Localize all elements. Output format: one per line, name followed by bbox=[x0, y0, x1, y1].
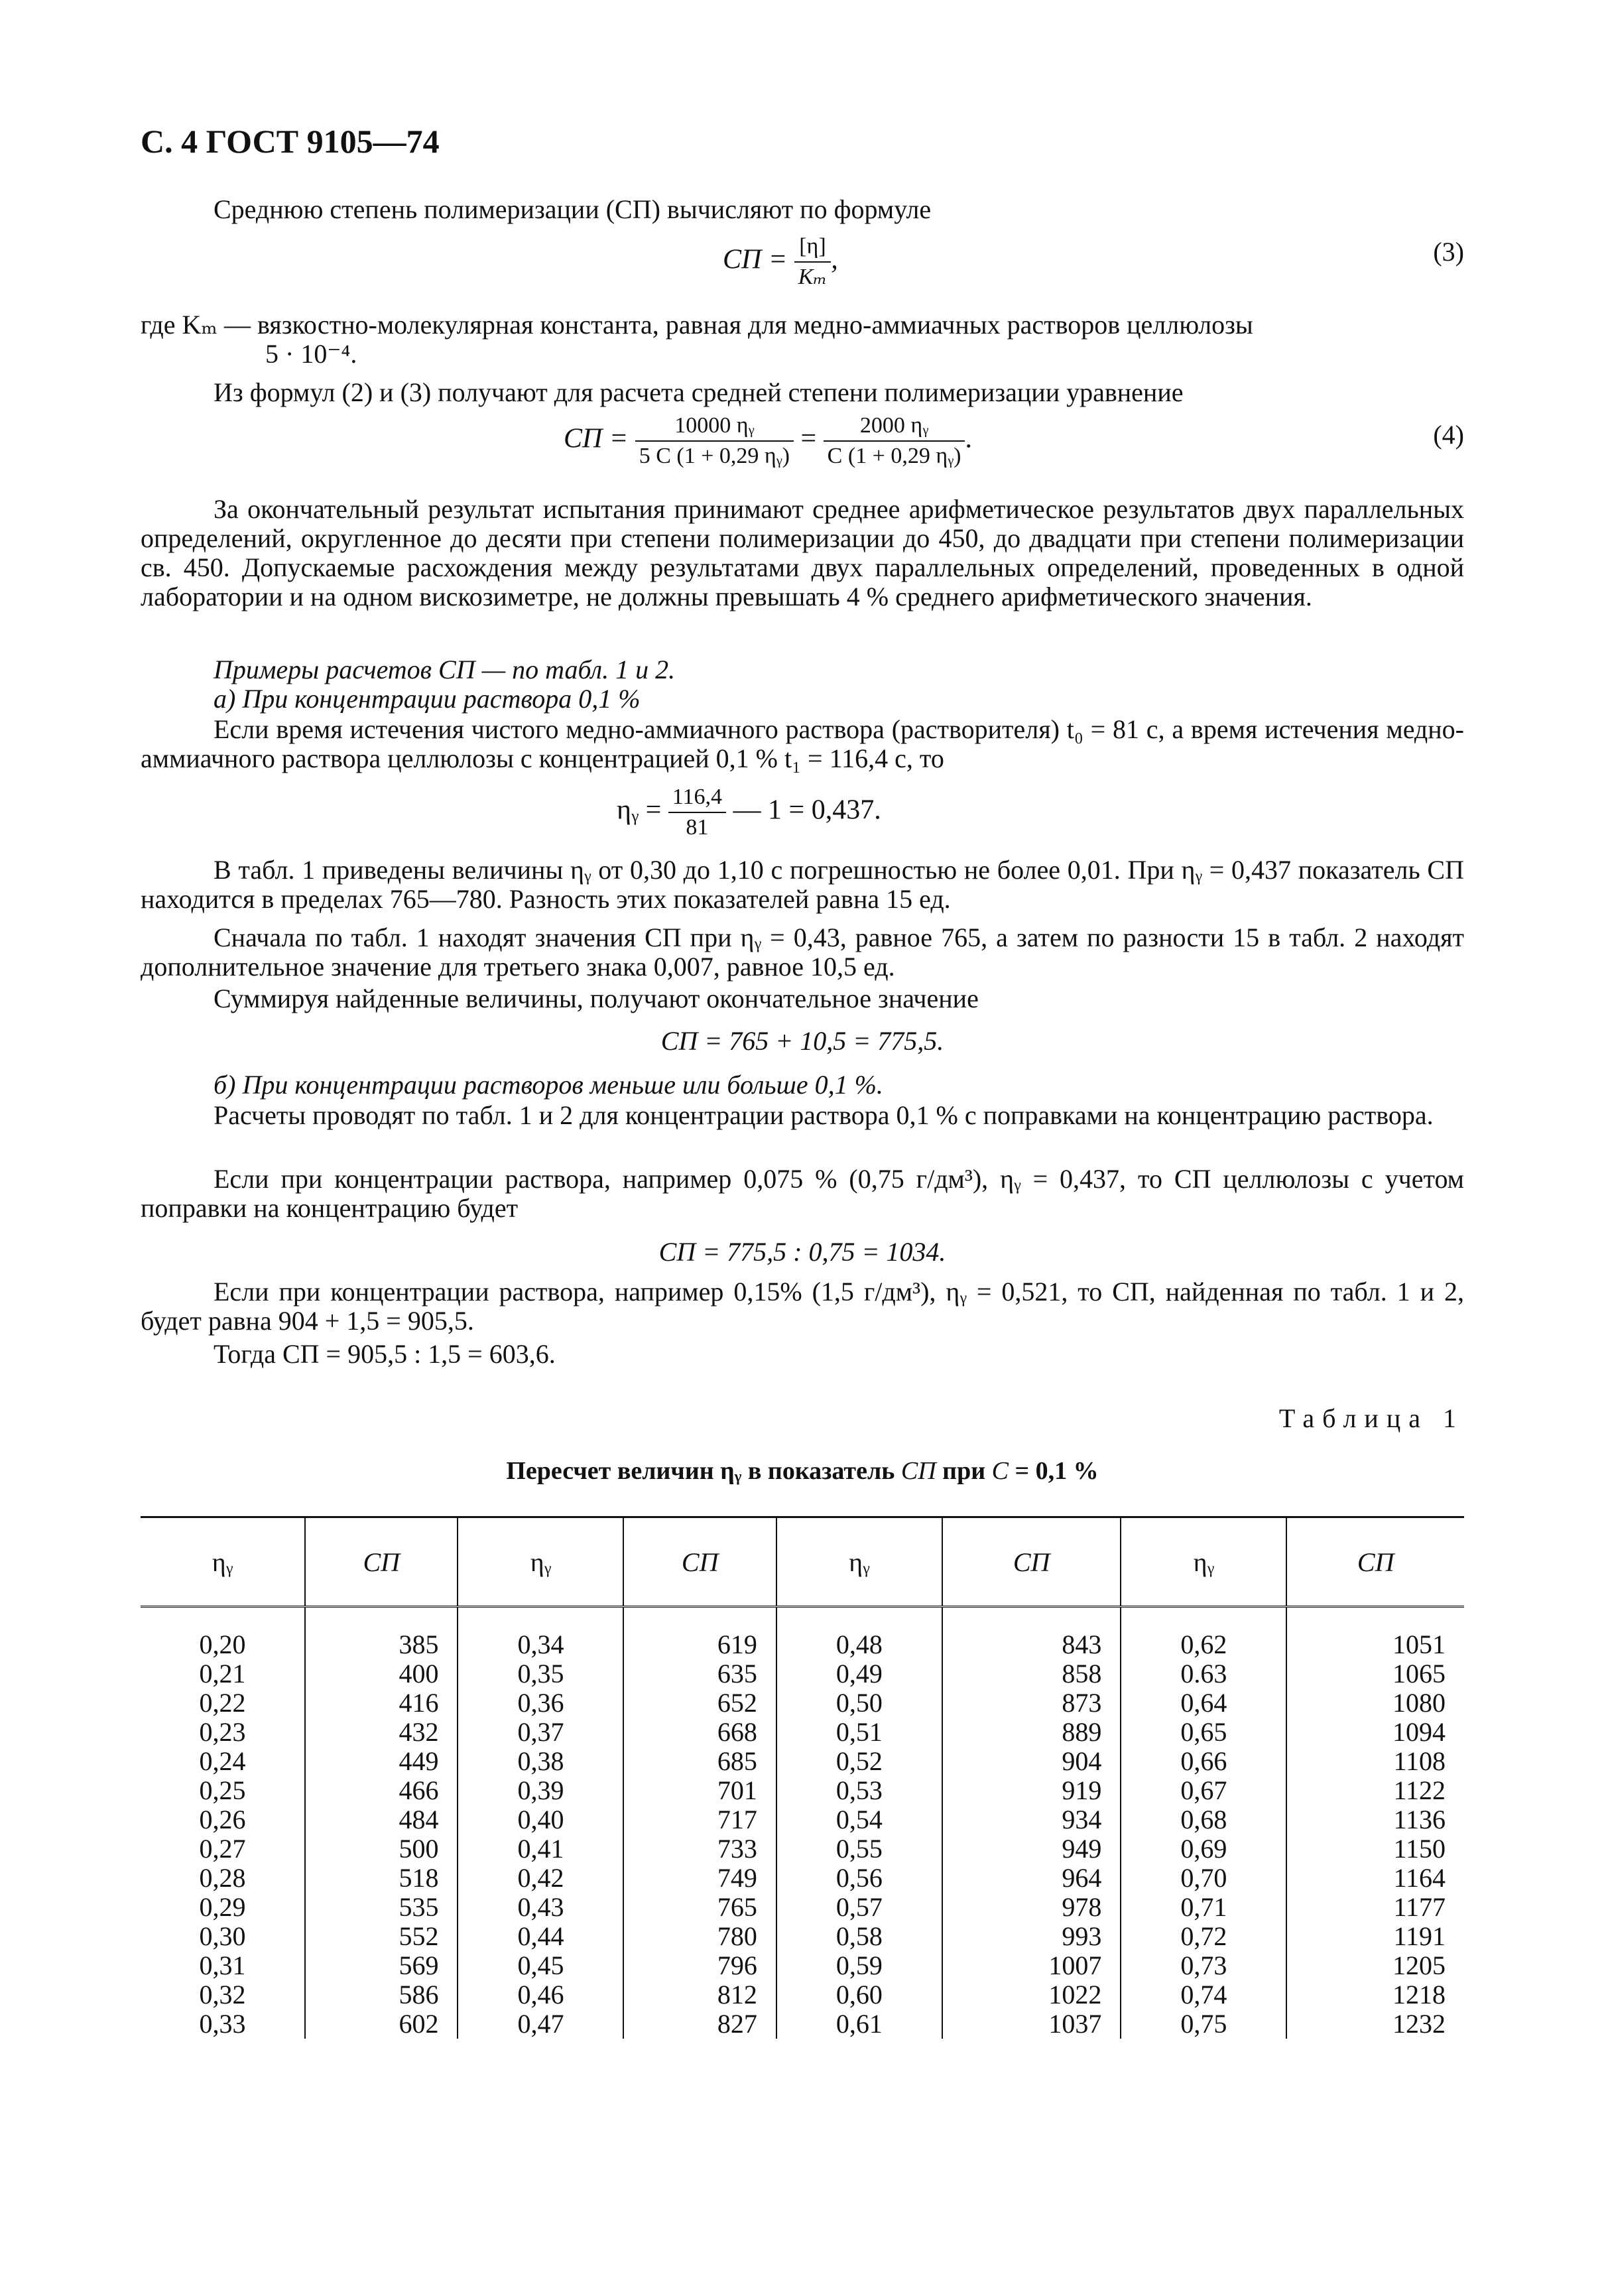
table-cell-sp: 586 bbox=[305, 1980, 458, 2009]
table-cell-eta: 0,65 bbox=[1121, 1718, 1286, 1747]
table-cell-eta: 0,67 bbox=[1121, 1776, 1286, 1805]
table-title-part-d: C bbox=[991, 1457, 1009, 1485]
table-row bbox=[141, 1834, 1464, 1864]
table-cell-sp: 385 bbox=[305, 1607, 458, 1660]
formula-4-denominator-2: C (1 + 0,29 ηᵧ) bbox=[827, 444, 961, 468]
conversion-table bbox=[141, 1516, 1464, 2039]
formula-3-lhs: СП = bbox=[723, 244, 794, 275]
table-cell-eta: 0,45 bbox=[458, 1951, 623, 1980]
table-row bbox=[141, 1922, 1464, 1951]
paragraph-11: б) При концентрации растворов меньше или больше 0,1 %. bbox=[214, 1070, 883, 1100]
paragraph-8: В табл. 1 приведены величины ηᵧ от 0,30 до 1,10 с погрешностью не более 0,01. При ηᵧ = 0,437 показатель СП находится в пределах 765—780. Разность этих показателей равна 15 ед. bbox=[141, 855, 1464, 914]
table-cell-sp: 432 bbox=[305, 1718, 458, 1747]
table-cell-eta: 0,51 bbox=[776, 1718, 942, 1747]
table-cell-eta: 0,73 bbox=[1121, 1951, 1286, 1980]
equation-2: СП = 775,5 : 0,75 = 1034. bbox=[658, 1237, 946, 1267]
formula-3-fraction bbox=[794, 232, 832, 292]
table-label: Таблица 1 bbox=[1278, 1403, 1464, 1433]
table-cell-eta: 0,57 bbox=[776, 1893, 942, 1922]
table-cell-sp: 500 bbox=[305, 1834, 458, 1864]
table-cell-eta: 0,64 bbox=[1121, 1689, 1286, 1718]
formula-4-numerator-1: 10000 ηᵧ bbox=[635, 411, 794, 442]
paragraph-14: Если при концентрации раствора, например 0,15% (1,5 г/дм³), ηᵧ = 0,521, то СП, найденная по табл. 1 и 2, будет равна 904 + 1,5 = 905,5. bbox=[141, 1277, 1464, 1336]
formula-4-numerator-2: 2000 ηᵧ bbox=[824, 411, 965, 442]
formula-5-lhs: ηᵧ = bbox=[617, 795, 668, 826]
table-cell-eta: 0,56 bbox=[776, 1864, 942, 1893]
table-cell-sp: 1191 bbox=[1286, 1922, 1464, 1951]
table-cell-sp: 416 bbox=[305, 1689, 458, 1718]
table-cell-eta: 0,50 bbox=[776, 1689, 942, 1718]
table-cell-eta: 0,30 bbox=[199, 1921, 246, 1951]
table-cell-eta: 0.63 bbox=[1121, 1659, 1286, 1689]
table-cell-sp: 484 bbox=[305, 1805, 458, 1834]
paragraph-2b: 5 · 10⁻⁴. bbox=[265, 339, 357, 369]
table-cell-eta: 0,22 bbox=[199, 1688, 246, 1718]
table-row bbox=[141, 1951, 1464, 1980]
paragraph-4: За окончательный результат испытания принимают среднее арифметическое результатов двух параллельных определений, округленное до десяти при степени полимеризации до 450, до двадцати при степени полимеризации св. 450. Допускаемые расхождения между результатами двух параллельных определений, проведенных в одной лаборатории и на одном вискозиметре, не должны превышать 4 % среднего арифметического значения. bbox=[141, 494, 1464, 611]
table-cell-sp: 569 bbox=[305, 1951, 458, 1980]
formula-4-denominator-1: 5 C (1 + 0,29 ηᵧ) bbox=[639, 444, 790, 468]
table-cell-eta: 0,29 bbox=[199, 1892, 246, 1922]
table-cell-sp: 717 bbox=[623, 1805, 776, 1834]
table-cell-eta: 0,44 bbox=[458, 1922, 623, 1951]
formula-4 bbox=[564, 411, 972, 471]
table-row bbox=[141, 1805, 1464, 1834]
table-cell-eta: 0,21 bbox=[199, 1659, 246, 1689]
paragraph-5: Примеры расчетов СП — по табл. 1 и 2. bbox=[214, 655, 676, 684]
table-cell-sp: 904 bbox=[942, 1747, 1121, 1776]
table-cell-eta: 0,46 bbox=[458, 1980, 623, 2009]
paragraph-1: Среднюю степень полимеризации (СП) вычисляют по формуле bbox=[214, 194, 932, 224]
table-row bbox=[141, 1689, 1464, 1718]
table-cell-sp: 1136 bbox=[1286, 1805, 1464, 1834]
paragraph-7: Если время истечения чистого медно-аммиачного раствора (растворителя) t₀ = 81 с, а время истечения медно-аммиачного раствора целлюлозы с концентрацией 0,1 % t₁ = 116,4 с, то bbox=[141, 714, 1464, 773]
paragraph-10: Суммируя найденные величины, получают окончательное значение bbox=[214, 984, 979, 1013]
table-cell-eta: 0,74 bbox=[1121, 1980, 1286, 2009]
table-cell-eta: 0,58 bbox=[776, 1922, 942, 1951]
table-cell-sp: 733 bbox=[623, 1834, 776, 1864]
table-cell-sp: 889 bbox=[942, 1718, 1121, 1747]
table-cell-eta: 0,66 bbox=[1121, 1747, 1286, 1776]
table-cell-sp: 1108 bbox=[1286, 1747, 1464, 1776]
table-cell-sp: 964 bbox=[942, 1864, 1121, 1893]
table-cell-eta: 0,35 bbox=[458, 1659, 623, 1689]
table-title-part-a: Пересчет величин ηᵧ в показатель bbox=[506, 1457, 901, 1485]
table-cell-eta: 0,43 bbox=[458, 1893, 623, 1922]
formula-3 bbox=[723, 232, 838, 292]
table-cell-eta: 0,60 bbox=[776, 1980, 942, 2009]
formula-4-lhs: СП = bbox=[564, 423, 635, 454]
table-cell-sp: 668 bbox=[623, 1718, 776, 1747]
table-cell-sp: 1177 bbox=[1286, 1893, 1464, 1922]
table-cell-eta: 0,62 bbox=[1121, 1607, 1286, 1660]
table-cell-sp: 701 bbox=[623, 1776, 776, 1805]
formula-4-fraction-2 bbox=[824, 411, 965, 471]
table-cell-sp: 919 bbox=[942, 1776, 1121, 1805]
table-cell-eta: 0,38 bbox=[458, 1747, 623, 1776]
col-header: СП bbox=[1286, 1517, 1464, 1607]
table-cell-eta: 0,39 bbox=[458, 1776, 623, 1805]
table-cell-sp: 993 bbox=[942, 1922, 1121, 1951]
col-header: ηᵧ bbox=[776, 1517, 942, 1607]
table-header-row bbox=[141, 1517, 1464, 1607]
table-cell-eta: 0,20 bbox=[199, 1629, 246, 1659]
table-cell-eta: 0,26 bbox=[199, 1805, 246, 1834]
table-body bbox=[141, 1607, 1464, 2039]
table-cell-eta: 0,55 bbox=[776, 1834, 942, 1864]
table-row bbox=[141, 1659, 1464, 1689]
table-cell-eta: 0,37 bbox=[458, 1718, 623, 1747]
table-cell-sp: 1122 bbox=[1286, 1776, 1464, 1805]
table-cell-eta: 0,53 bbox=[776, 1776, 942, 1805]
table-cell-sp: 858 bbox=[942, 1659, 1121, 1689]
table-row bbox=[141, 1776, 1464, 1805]
paragraph-9: Сначала по табл. 1 находят значения СП при ηᵧ = 0,43, равное 765, а затем по разности 15 в табл. 2 находят дополнительное значение для третьего знака 0,007, равное 10,5 ед. bbox=[141, 923, 1464, 982]
table-title-part-e: = 0,1 % bbox=[1008, 1457, 1099, 1485]
formula-5-denominator: 81 bbox=[686, 815, 709, 840]
col-header: ηᵧ bbox=[1121, 1517, 1286, 1607]
table-cell-sp: 685 bbox=[623, 1747, 776, 1776]
table-cell-eta: 0,23 bbox=[199, 1717, 246, 1747]
formula-4-equals: = bbox=[793, 423, 824, 454]
paragraph-3: Из формул (2) и (3) получают для расчета средней степени полимеризации уравнение bbox=[214, 377, 1184, 407]
table-cell-eta: 0,61 bbox=[776, 2009, 942, 2039]
table-cell-eta: 0,72 bbox=[1121, 1922, 1286, 1951]
table-cell-eta: 0,41 bbox=[458, 1834, 623, 1864]
table-cell-sp: 1022 bbox=[942, 1980, 1121, 2009]
table-cell-eta: 0,36 bbox=[458, 1689, 623, 1718]
table-cell-eta: 0,70 bbox=[1121, 1864, 1286, 1893]
table-cell-sp: 765 bbox=[623, 1893, 776, 1922]
table-cell-eta: 0,59 bbox=[776, 1951, 942, 1980]
table-cell-sp: 1080 bbox=[1286, 1689, 1464, 1718]
table-row bbox=[141, 1607, 1464, 1660]
table-cell-sp: 552 bbox=[305, 1922, 458, 1951]
table-cell-eta: 0,42 bbox=[458, 1864, 623, 1893]
table-cell-sp: 635 bbox=[623, 1659, 776, 1689]
table-cell-sp: 978 bbox=[942, 1893, 1121, 1922]
table-cell-sp: 1164 bbox=[1286, 1864, 1464, 1893]
table-cell-eta: 0,69 bbox=[1121, 1834, 1286, 1864]
table-cell-eta: 0,68 bbox=[1121, 1805, 1286, 1834]
table-cell-sp: 1051 bbox=[1286, 1607, 1464, 1660]
equation-1: СП = 765 + 10,5 = 775,5. bbox=[660, 1026, 944, 1056]
table-row bbox=[141, 1864, 1464, 1893]
formula-4-fraction-1 bbox=[635, 411, 794, 471]
table-cell-eta: 0,75 bbox=[1121, 2009, 1286, 2039]
formula-4-tail: . bbox=[965, 423, 972, 454]
table-cell-sp: 873 bbox=[942, 1689, 1121, 1718]
table-cell-eta: 0,49 bbox=[776, 1659, 942, 1689]
table-cell-sp: 602 bbox=[305, 2009, 458, 2039]
table-cell-sp: 934 bbox=[942, 1805, 1121, 1834]
paragraph-13: Если при концентрации раствора, например 0,075 % (0,75 г/дм³), ηᵧ = 0,437, то СП целлюлозы с учетом поправки на концентрацию будет bbox=[141, 1164, 1464, 1223]
table-row bbox=[141, 2009, 1464, 2039]
table-cell-eta: 0,48 bbox=[776, 1607, 942, 1660]
paragraph-15: Тогда СП = 905,5 : 1,5 = 603,6. bbox=[214, 1339, 556, 1369]
table-cell-sp: 400 bbox=[305, 1659, 458, 1689]
table-cell-eta: 0,33 bbox=[199, 2009, 246, 2039]
table-cell-sp: 843 bbox=[942, 1607, 1121, 1660]
table-cell-sp: 535 bbox=[305, 1893, 458, 1922]
table-row bbox=[141, 1718, 1464, 1747]
formula-5-tail: — 1 = 0,437. bbox=[726, 795, 881, 826]
table-cell-sp: 1037 bbox=[942, 2009, 1121, 2039]
table-cell-sp: 449 bbox=[305, 1747, 458, 1776]
table-cell-sp: 827 bbox=[623, 2009, 776, 2039]
table-title bbox=[141, 1456, 1464, 1486]
table-cell-sp: 1065 bbox=[1286, 1659, 1464, 1689]
formula-5 bbox=[617, 783, 881, 842]
table-cell-eta: 0,71 bbox=[1121, 1893, 1286, 1922]
table-cell-sp: 652 bbox=[623, 1689, 776, 1718]
paragraph-12: Расчеты проводят по табл. 1 и 2 для концентрации раствора 0,1 % с поправками на концентрацию раствора. bbox=[214, 1100, 1434, 1130]
table-cell-sp: 1218 bbox=[1286, 1980, 1464, 2009]
table-title-part-c: при bbox=[936, 1457, 992, 1485]
table-cell-eta: 0,40 bbox=[458, 1805, 623, 1834]
table-cell-sp: 949 bbox=[942, 1834, 1121, 1864]
table-cell-eta: 0,54 bbox=[776, 1805, 942, 1834]
table-cell-sp: 812 bbox=[623, 1980, 776, 2009]
formula-3-numerator: [η] bbox=[794, 232, 832, 263]
col-header: СП bbox=[623, 1517, 776, 1607]
table-row bbox=[141, 1747, 1464, 1776]
formula-3-tail: , bbox=[831, 244, 838, 275]
formula-3-denominator: Kₘ bbox=[798, 265, 828, 289]
table-cell-sp: 518 bbox=[305, 1864, 458, 1893]
table-cell-sp: 796 bbox=[623, 1951, 776, 1980]
table-cell-eta: 0,24 bbox=[199, 1746, 246, 1776]
table-cell-eta: 0,52 bbox=[776, 1747, 942, 1776]
paragraph-2a: где Kₘ — вязкостно-молекулярная константа, равная для медно-аммиачных растворов целлюлозы bbox=[141, 310, 1253, 340]
table-cell-sp: 780 bbox=[623, 1922, 776, 1951]
table-row bbox=[141, 1980, 1464, 2009]
table-cell-eta: 0,27 bbox=[199, 1834, 246, 1864]
col-header: ηᵧ bbox=[458, 1517, 623, 1607]
table-cell-eta: 0,25 bbox=[199, 1775, 246, 1805]
table-cell-eta: 0,47 bbox=[458, 2009, 623, 2039]
table-title-part-b: СП bbox=[900, 1457, 936, 1485]
formula-3-number: (3) bbox=[1433, 237, 1464, 267]
col-header: ηᵧ bbox=[141, 1517, 305, 1607]
table-cell-eta: 0,31 bbox=[199, 1950, 246, 1980]
formula-5-fraction bbox=[668, 783, 726, 842]
table-cell-sp: 749 bbox=[623, 1864, 776, 1893]
table-cell-sp: 1232 bbox=[1286, 2009, 1464, 2039]
table-cell-eta: 0,28 bbox=[199, 1863, 246, 1893]
formula-4-number: (4) bbox=[1433, 420, 1464, 450]
col-header: СП bbox=[305, 1517, 458, 1607]
table-cell-eta: 0,34 bbox=[458, 1607, 623, 1660]
table-cell-eta: 0,32 bbox=[199, 1980, 246, 2009]
table-cell-sp: 466 bbox=[305, 1776, 458, 1805]
paragraph-6: а) При концентрации раствора 0,1 % bbox=[214, 684, 641, 714]
table-cell-sp: 1150 bbox=[1286, 1834, 1464, 1864]
table-cell-sp: 1205 bbox=[1286, 1951, 1464, 1980]
table-row bbox=[141, 1893, 1464, 1922]
table-cell-sp: 1007 bbox=[942, 1951, 1121, 1980]
table-cell-sp: 619 bbox=[623, 1607, 776, 1660]
formula-5-numerator: 116,4 bbox=[668, 783, 726, 813]
table-cell-sp: 1094 bbox=[1286, 1718, 1464, 1747]
col-header: СП bbox=[942, 1517, 1121, 1607]
page-header: С. 4 ГОСТ 9105—74 bbox=[141, 123, 440, 160]
